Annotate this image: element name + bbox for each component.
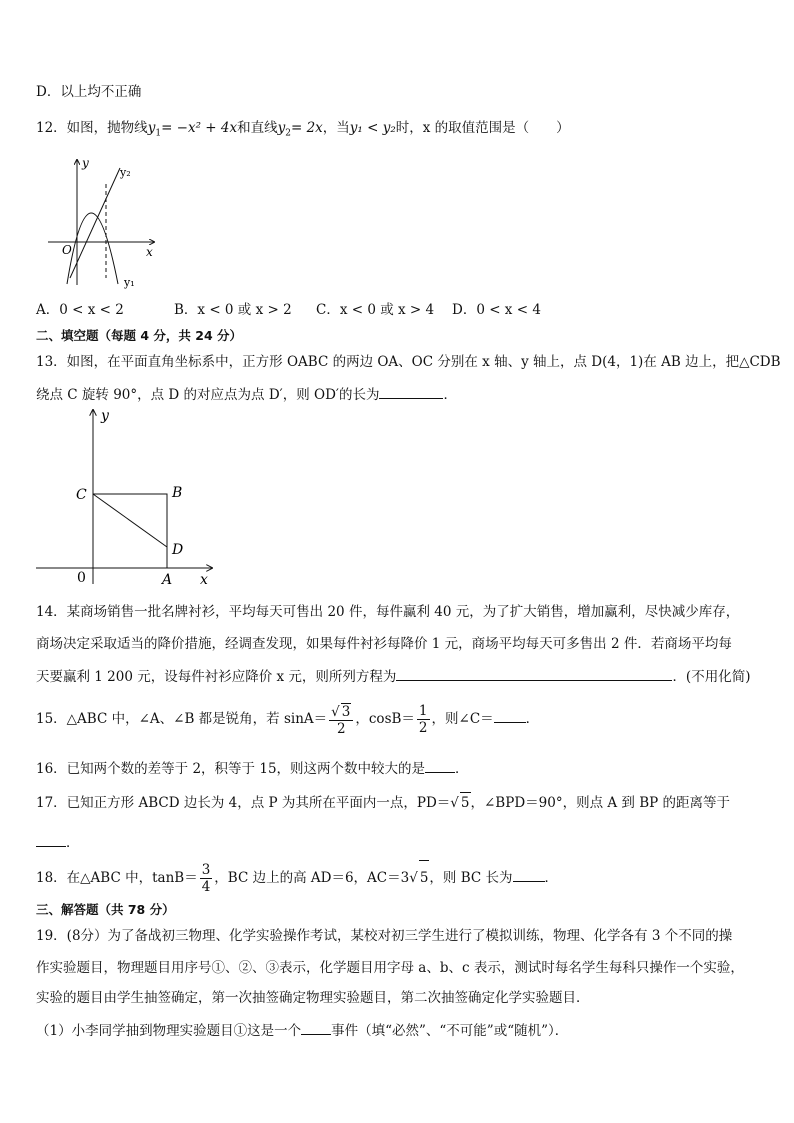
q12-suffix: 时，x 的取值范围是（ ） bbox=[395, 120, 570, 136]
q12-option-c[interactable]: C．x < 0 或 x > 4 bbox=[316, 302, 435, 318]
q13-point-b: B bbox=[172, 485, 183, 501]
q18-root: 5 bbox=[419, 860, 430, 895]
question-16 bbox=[36, 758, 758, 779]
q19-part1-end: 事件（填“必然”、“不可能”或“随机”）． bbox=[331, 1023, 569, 1039]
q15-cos-denominator: 2 bbox=[418, 720, 428, 736]
q13-answer-blank[interactable] bbox=[379, 384, 443, 399]
q15-cos-fraction bbox=[417, 703, 430, 736]
q16-text: 16．已知两个数的差等于 2，积等于 15，则这两个数中较大的是 bbox=[36, 761, 426, 777]
q18-tan-numerator: 3 bbox=[201, 862, 211, 878]
q12-inequality: y₁ < y₂ bbox=[349, 120, 396, 136]
q19-part1-answer-blank[interactable] bbox=[301, 1020, 331, 1035]
section-2-heading: 二、填空题（每题 4 分，共 24 分） bbox=[36, 328, 243, 343]
question-19-line-3: 实验的题目由学生抽签确定，第一次抽签确定物理实验题目，第二次抽签确定化学实验题目． bbox=[36, 990, 590, 1006]
q18-end: ． bbox=[544, 870, 559, 886]
q13-point-a: A bbox=[162, 572, 173, 588]
q13-y-label: y bbox=[101, 408, 109, 424]
q19-part1-text: （1）小李同学抽到物理实验题目①这是一个 bbox=[36, 1023, 302, 1039]
q12-when: ，当 bbox=[322, 120, 350, 136]
q17-suffix: ，∠BPD＝90°，则点 A 到 BP 的距离等于 bbox=[470, 795, 730, 811]
question-13-line-2 bbox=[36, 384, 758, 405]
q14-answer-blank[interactable] bbox=[396, 666, 672, 681]
q12-y1-curve-label: y₁ bbox=[124, 276, 135, 289]
question-19-line-1: 19．(8分）为了备战初三物理、化学实验操作考试，某校对初三学生进行了模拟训练，物理、化学各有 3 个不同的操 bbox=[36, 928, 733, 944]
section-3-heading: 三、解答题（共 78 分） bbox=[36, 902, 175, 917]
q12-option-b[interactable]: B．x < 0 或 x > 2 bbox=[174, 302, 292, 318]
q15-suffix: ，则∠C＝ bbox=[431, 711, 494, 727]
q17-answer-blank[interactable] bbox=[36, 832, 66, 847]
q18-tan-denominator: 4 bbox=[201, 879, 211, 895]
q15-end: ． bbox=[525, 711, 540, 727]
question-19-part-1 bbox=[36, 1020, 758, 1041]
q15-answer-blank[interactable] bbox=[494, 708, 526, 723]
q12-y2-label: y bbox=[277, 120, 286, 136]
q13-point-d: D bbox=[172, 542, 184, 558]
q18-prefix: 18．在△ABC 中，tanB＝ bbox=[36, 870, 198, 886]
q15-cos-numerator: 1 bbox=[418, 703, 428, 719]
question-18: 18．在△ABC 中，tanB＝ $\frac{3}{4}$ ，BC 边上的高 AD＝6，AC＝3√ 5，则 BC 长为 ． bbox=[36, 862, 559, 895]
question-14-line-1: 14．某商场销售一批名牌衬衫，平均每天可售出 20 件，每件赢利 40 元，为了扩大销售，增加赢利，尽快减少库存， bbox=[36, 604, 740, 620]
q12-prefix: 12．如图，抛物线 bbox=[36, 120, 148, 136]
q14-line3-end: ．(不用化简) bbox=[672, 669, 751, 685]
q12-y-axis-label: y bbox=[82, 156, 89, 170]
question-13-line-1: 13．如图，在平面直角坐标系中，正方形 OABC 的两边 OA、OC 分别在 x 轴、y 轴上，点 D(4，1)在 AB 边上，把△CDB bbox=[36, 354, 781, 370]
q13-line2-end: ． bbox=[443, 387, 457, 403]
q12-y2-sub: 2 bbox=[285, 128, 291, 139]
question-17: 17．已知正方形 ABCD 边长为 4，点 P 为其所在平面内一点，PD＝√ 5，∠BPD＝90°，则点 A 到 BP 的距离等于 bbox=[36, 792, 758, 813]
q12-origin-label: O bbox=[62, 243, 72, 257]
question-14-line-3 bbox=[36, 666, 758, 687]
q18-mid: ，BC 边上的高 AD＝6，AC＝3 bbox=[214, 870, 410, 886]
q12-mid: 和直线 bbox=[237, 120, 278, 136]
q15-sin-fraction: $\frac{√ 3}{2}$ bbox=[329, 703, 353, 737]
q13-x-label: x bbox=[200, 572, 208, 588]
option-d-previous: D．以上均不正确 bbox=[36, 84, 142, 100]
q15-prefix: 15．△ABC 中，∠A、∠B 都是锐角，若 sinA＝ bbox=[36, 711, 328, 727]
q18-answer-blank[interactable] bbox=[513, 867, 545, 882]
question-12-stem bbox=[36, 118, 758, 144]
q15-sin-denominator: 2 bbox=[336, 720, 346, 737]
question-19-line-2: 作实验题目，物理题目用序号①、②、③表示，化学题目用字母 a、b、c 表示，测试时每名学生每科只操作一个实验， bbox=[36, 960, 744, 976]
question-14-line-2: 商场决定采取适当的降价措施，经调查发现，如果每件衬衫每降价 1 元，商场平均每天可多售出 2 件．若商场平均每 bbox=[36, 636, 732, 652]
q12-parabola bbox=[67, 213, 118, 284]
q17-end: ． bbox=[66, 835, 80, 851]
question-15 bbox=[36, 702, 758, 737]
q17-prefix: 17．已知正方形 ABCD 边长为 4，点 P 为其所在平面内一点，PD＝ bbox=[36, 795, 451, 811]
q12-y1-label: y bbox=[147, 120, 156, 136]
q13-point-c: C bbox=[76, 487, 87, 503]
q12-graph bbox=[40, 150, 170, 300]
q13-origin-label: 0 bbox=[77, 570, 86, 586]
q18-suffix: ，则 BC 长为 bbox=[429, 870, 513, 886]
q12-y2-curve-label: y₂ bbox=[120, 166, 131, 179]
q12-y1-sub: 1 bbox=[155, 128, 162, 139]
q17-root: 5 bbox=[460, 792, 471, 813]
q18-tan-fraction bbox=[200, 862, 213, 895]
q12-x-axis-label: x bbox=[146, 245, 153, 259]
q12-option-a[interactable]: A．0 < x < 2 bbox=[36, 302, 124, 318]
q16-answer-blank[interactable] bbox=[425, 758, 455, 773]
q14-line3-text: 天要赢利 1 200 元，设每件衬衫应降价 x 元，则所列方程为 bbox=[36, 669, 397, 685]
q15-sin-numerator: 3 bbox=[341, 703, 351, 720]
q13-graph bbox=[34, 404, 224, 590]
q13-segment-cd bbox=[93, 494, 167, 547]
q16-end: ． bbox=[455, 761, 469, 777]
q12-y1-rhs: = −x² + 4x bbox=[161, 120, 238, 136]
q12-option-d[interactable]: D．0 < x < 4 bbox=[452, 302, 541, 318]
q15-mid: ，cosB＝ bbox=[355, 711, 415, 727]
q13-line2-text: 绕点 C 旋转 90°，点 D 的对应点为点 D′，则 OD′的长为 bbox=[36, 387, 380, 403]
question-17-answer-line bbox=[36, 832, 758, 853]
q13-square bbox=[93, 494, 167, 568]
q12-y2-rhs: = 2x bbox=[290, 120, 323, 136]
